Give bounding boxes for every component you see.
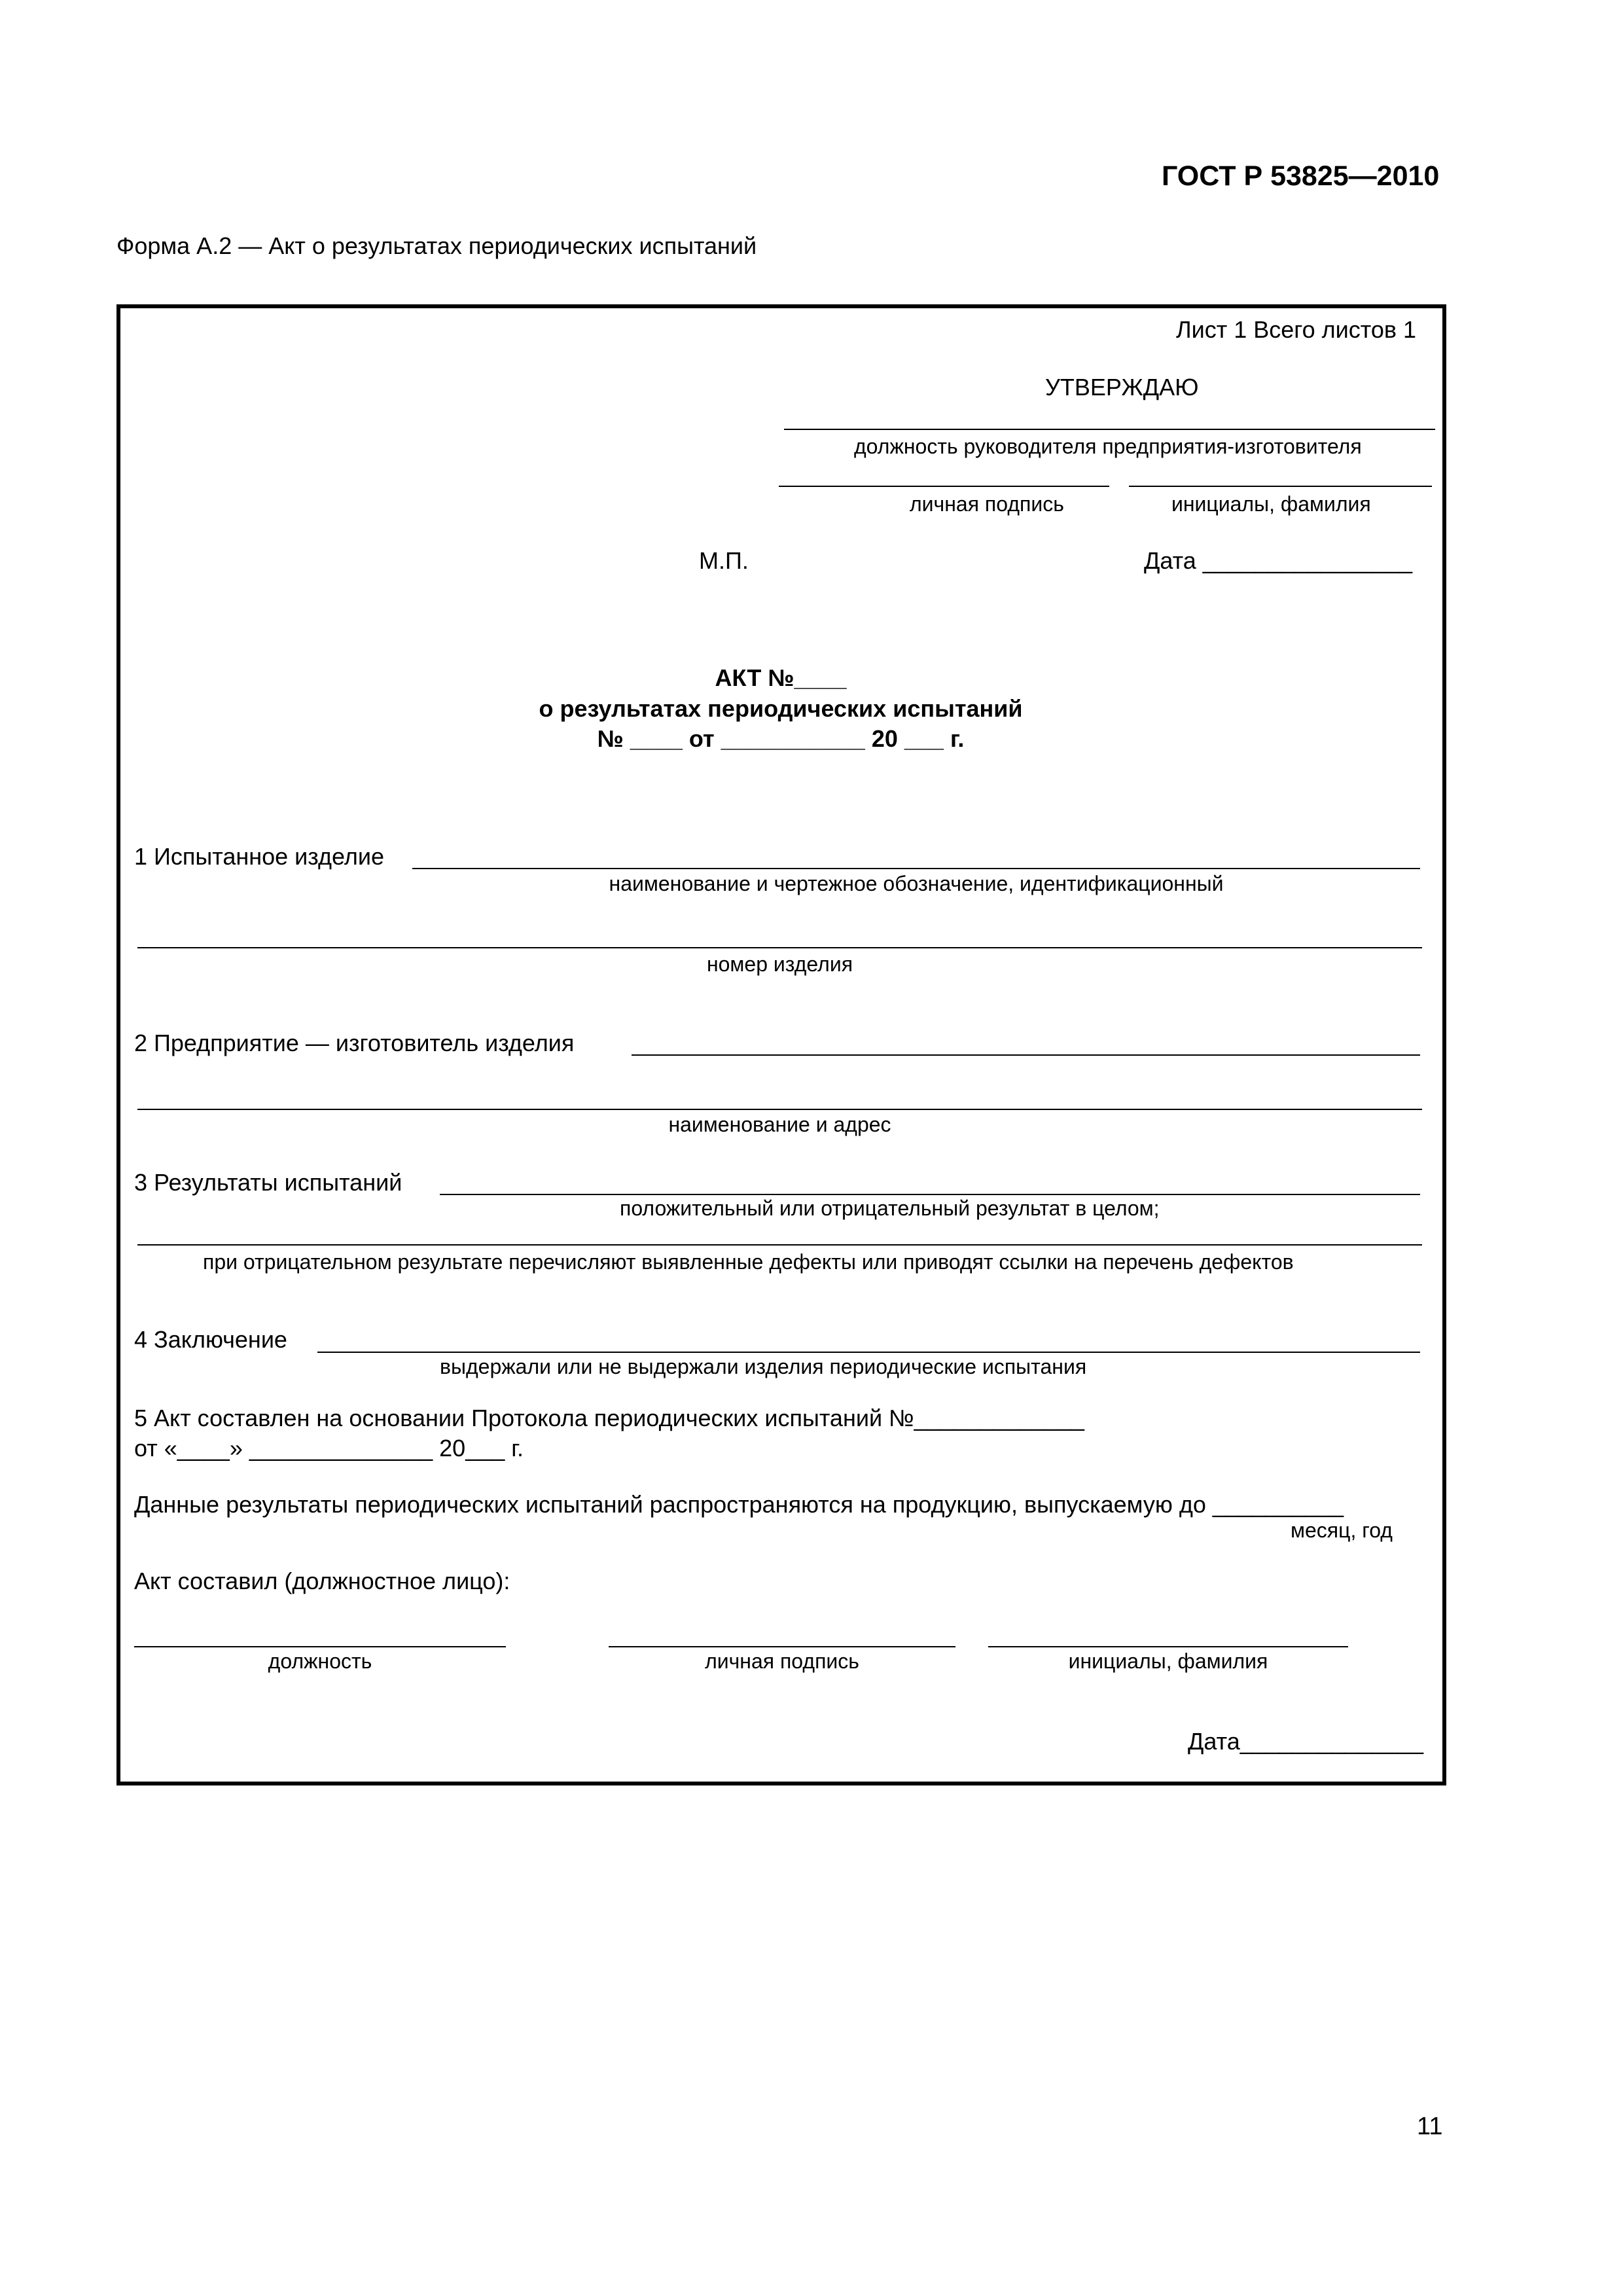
approval-date: Дата ________________ xyxy=(1144,547,1413,574)
section-2-line xyxy=(632,1054,1420,1056)
section-3-line xyxy=(440,1194,1420,1195)
standard-header: ГОСТ Р 53825—2010 xyxy=(1162,160,1440,192)
compiler-signature-caption: личная подпись xyxy=(705,1649,859,1673)
signature-caption: личная подпись xyxy=(910,492,1064,516)
section-3-label: 3 Результаты испытаний xyxy=(134,1169,402,1196)
sheet-count: Лист 1 Всего листов 1 xyxy=(1176,316,1417,343)
section-1-caption: наименование и чертежное обозначение, идентификационный xyxy=(609,872,1224,895)
act-subject-title: о результатах периодических испытаний xyxy=(539,695,1023,722)
compiler-initials-line xyxy=(988,1646,1348,1647)
compiler-position-caption: должность xyxy=(268,1649,372,1673)
section-3-line-2 xyxy=(137,1244,1422,1246)
initials-caption: инициалы, фамилия xyxy=(1171,492,1371,516)
approve-label: УТВЕРЖДАЮ xyxy=(1045,374,1199,401)
compiler-signature-line xyxy=(609,1646,955,1647)
compiler-initials-caption: инициалы, фамилия xyxy=(1068,1649,1268,1673)
initials-line xyxy=(1129,486,1432,487)
act-date-title: № ____ от ___________ 20 ___ г. xyxy=(597,725,965,752)
section-1-label: 1 Испытанное изделие xyxy=(134,843,384,870)
section-4-line xyxy=(317,1352,1420,1353)
signature-line xyxy=(779,486,1109,487)
act-number-title: АКТ №____ xyxy=(715,664,847,691)
section-4-caption: выдержали или не выдержали изделия периодические испытания xyxy=(440,1355,1087,1378)
section-4-label: 4 Заключение xyxy=(134,1326,287,1353)
section-1-line xyxy=(412,868,1420,869)
form-caption: Форма А.2 — Акт о результатах периодических испытаний xyxy=(116,232,757,259)
stamp-label: М.П. xyxy=(699,547,749,574)
section-3-caption: положительный или отрицательный результат в целом; xyxy=(620,1196,1160,1220)
position-caption: должность руководителя предприятия-изготовителя xyxy=(854,435,1362,458)
position-line xyxy=(784,429,1435,430)
compiled-by-label: Акт составил (должностное лицо): xyxy=(134,1568,510,1594)
compiler-position-line xyxy=(134,1646,506,1647)
page-number: 11 xyxy=(1417,2113,1443,2140)
validity-caption: месяц, год xyxy=(1291,1518,1393,1542)
section-5-line-2: от «____» ______________ 20___ г. xyxy=(134,1435,524,1462)
section-2-line-2 xyxy=(137,1109,1422,1110)
section-1-line-2 xyxy=(137,947,1422,948)
validity-statement: Данные результаты периодических испытаний распространяются на продукцию, выпускаемую до __________ xyxy=(134,1491,1344,1518)
section-2-label: 2 Предприятие — изготовитель изделия xyxy=(134,1030,575,1056)
section-2-caption: наименование и адрес xyxy=(668,1113,891,1136)
section-1-caption-2: номер изделия xyxy=(706,952,853,976)
compiled-date: Дата______________ xyxy=(1188,1728,1424,1755)
section-3-caption-2: при отрицательном результате перечисляют выявленные дефекты или приводят ссылки на перечень дефектов xyxy=(203,1250,1294,1274)
section-5-line-1: 5 Акт составлен на основании Протокола периодических испытаний №_____________ xyxy=(134,1405,1084,1431)
